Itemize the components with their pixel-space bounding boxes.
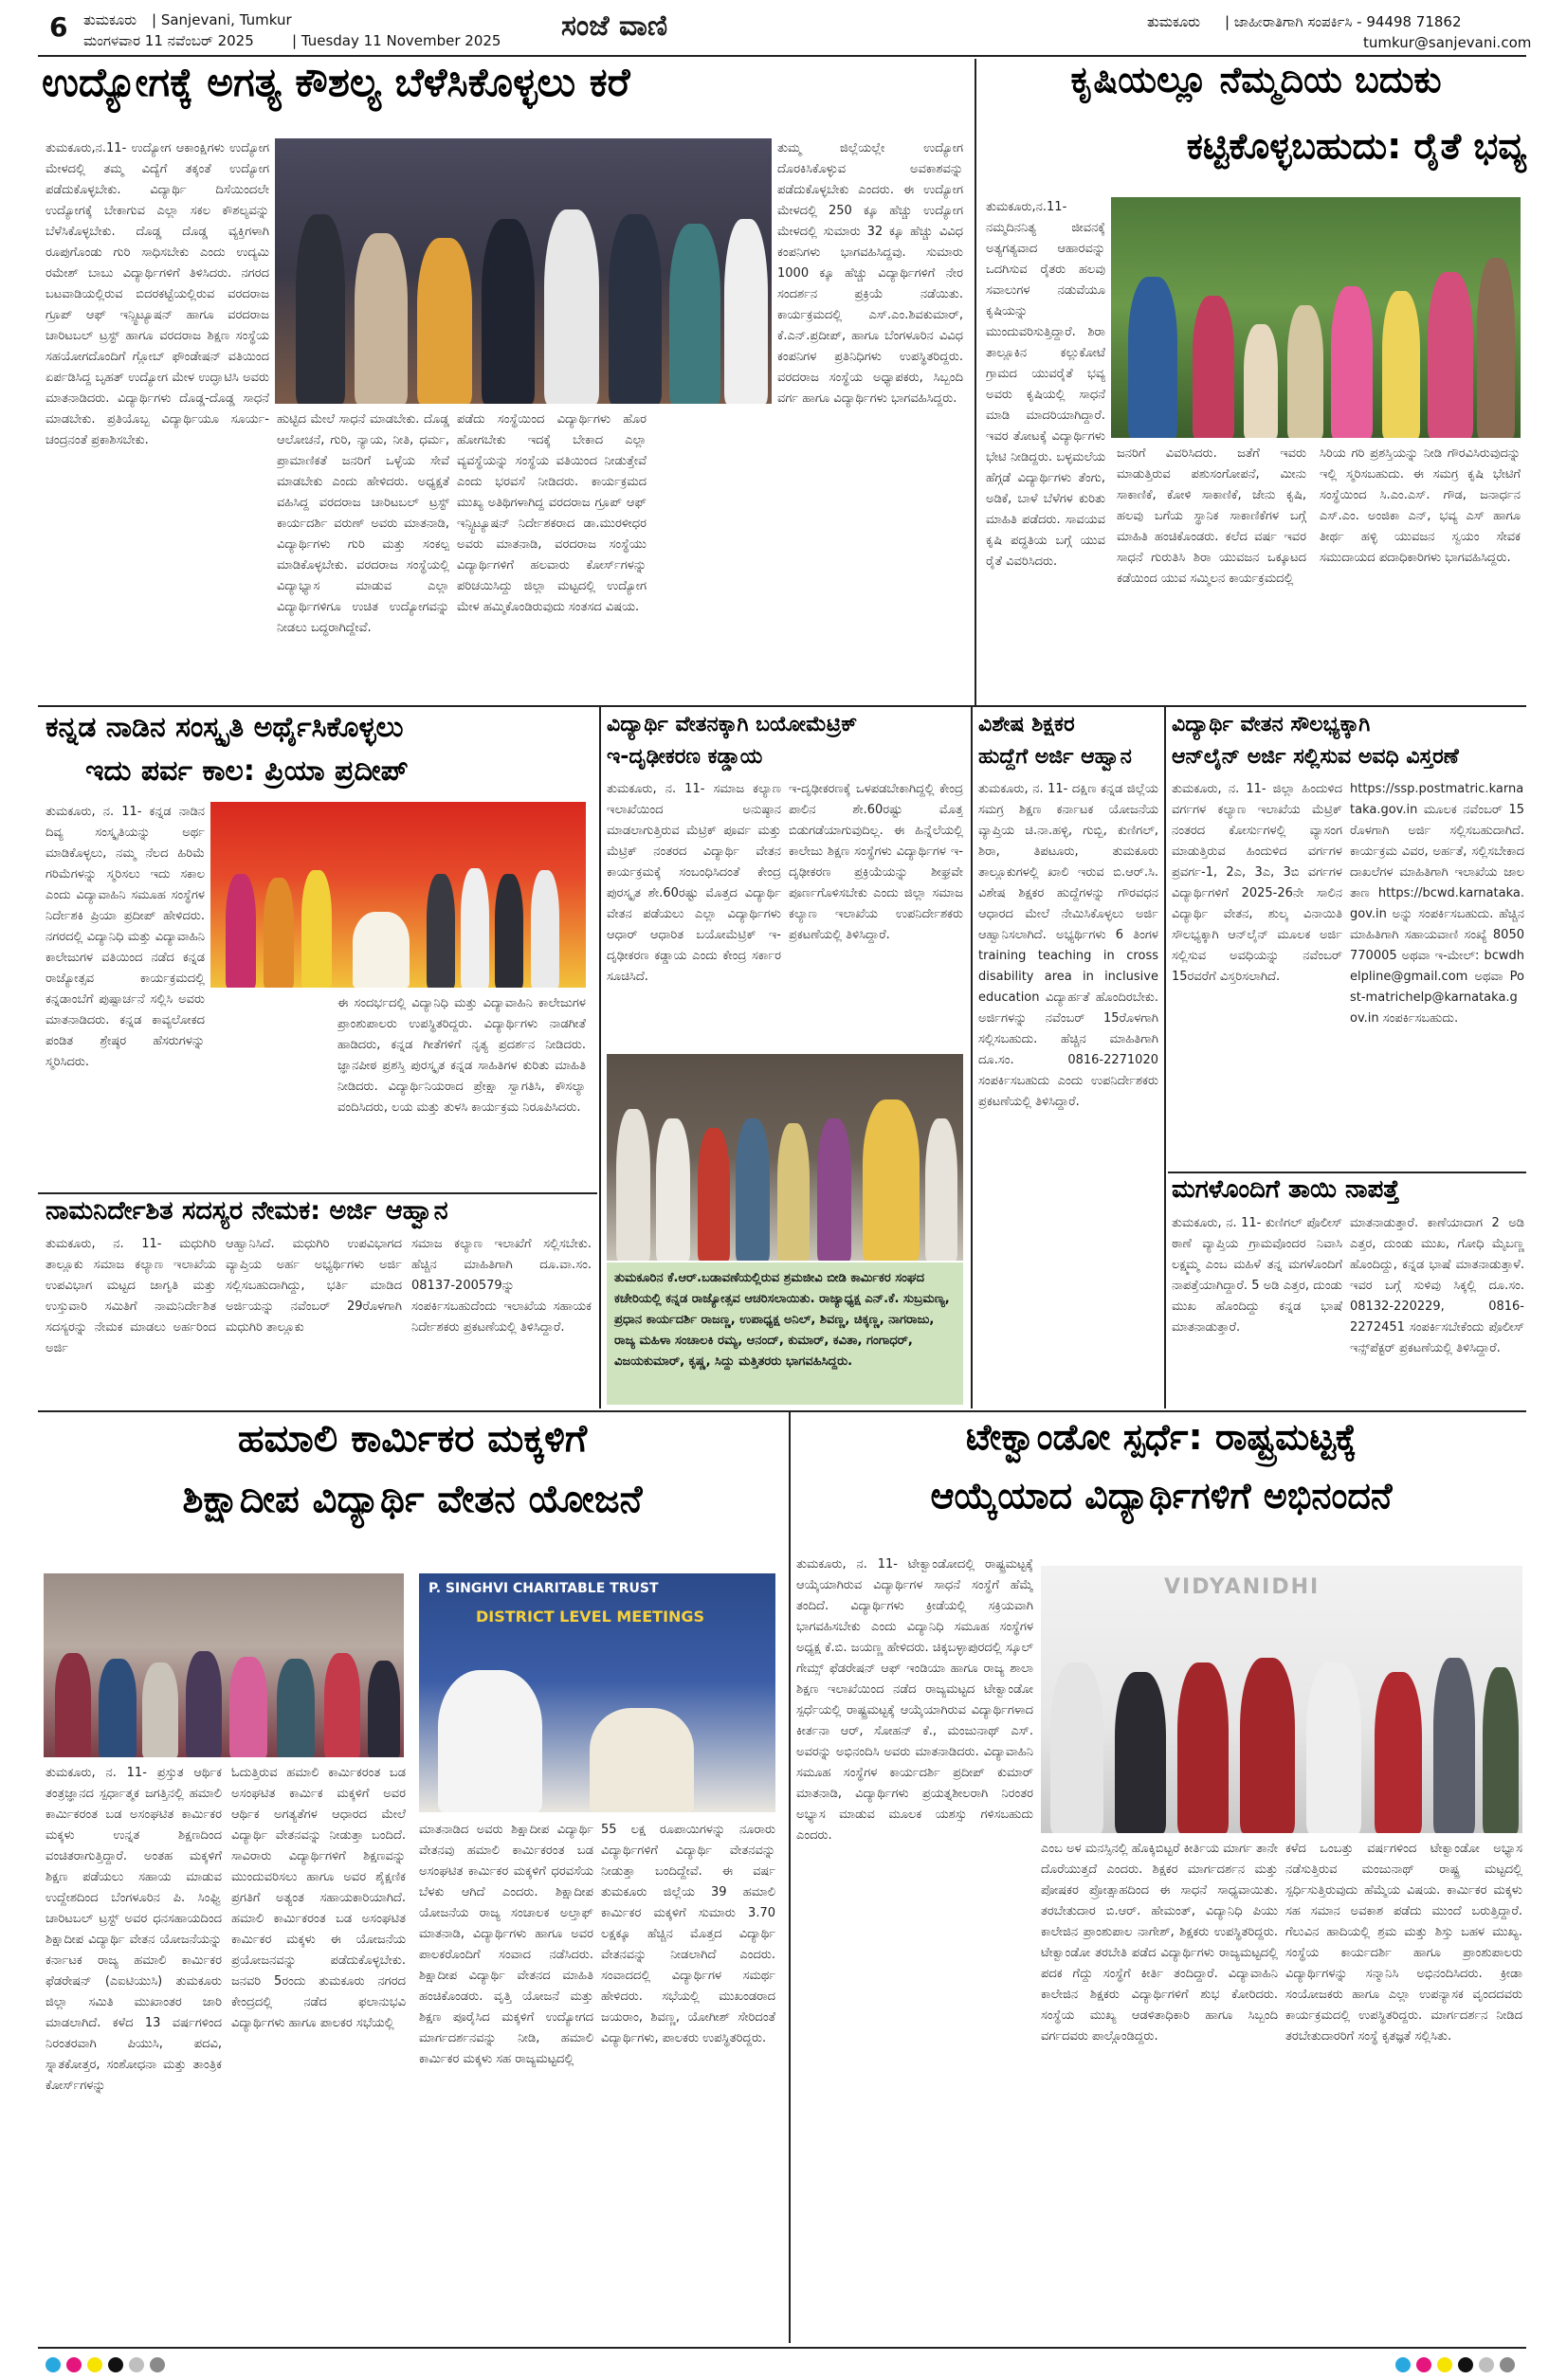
header-city: ತುಮಕೂರು xyxy=(83,11,137,28)
taekwondo-col-3: ಕಳೆದ ಒಂಬತ್ತು ವರ್ಷಗಳಿಂದ ಟೇಕ್ವಾಂಡೋ ಅಭ್ಯಾಸ ನಡೆಸುತ್ತಿರುವ ಮಂಜುನಾಥ್ ರಾಷ್ಟ್ರ ಮಟ್ಟದಲ್ಲಿ ಸ್ಪರ್ಧಿಸುತ್ತಿರುವುದು ಹೆಮ್ಮೆಯ ವಿಷಯ. ಕಾರ್ಮಿಕರ ಮಕ್ಕಳು ಸಹ ಸಮಾನ ಅವಕಾಶ ಪಡೆದು ಮುಂದೆ ಬರುತ್ತಿದ್ದಾರೆ. ಗೆಲುವಿನ ಹಾದಿಯಲ್ಲಿ ಶ್ರಮ ಮತ್ತು ಶಿಸ್ತು ಬಹಳ ಮುಖ್ಯ. ಸಂಸ್ಥೆಯ ಕಾರ್ಯದರ್ಶಿ ಹಾಗೂ ಪ್ರಾಂಶುಪಾಲರು ವಿದ್ಯಾರ್ಥಿಗಳನ್ನು ಸನ್ಮಾನಿಸಿ ಅಭಿನಂದಿಸಿದರು. ಕ್ರೀಡಾ ಸಂಯೋಜಕರು ಹಾಗೂ ಎಲ್ಲಾ ಉಪನ್ಯಾಸಕ ವೃಂದದವರು ಕಾರ್ಯಕ್ರಮದಲ್ಲಿ ಉಪಸ್ಥಿತರಿದ್ದರು. ಮಾರ್ಗದರ್ಶನ ನೀಡಿದ ತರಬೇತುದಾರರಿಗೆ ಸಂಸ್ಥೆ ಕೃತಜ್ಞತೆ ಸಲ್ಲಿಸಿತು. xyxy=(1285,1842,1522,2044)
missing-col-1: ತುಮಕೂರು, ನ. 11- ಕುಣಿಗಲ್ ಪೊಲೀಸ್ ಠಾಣೆ ವ್ಯಾಪ್ತಿಯ ಗ್ರಾಮವೊಂದರ ನಿವಾಸಿ ಲಕ್ಷ್ಮಮ್ಮ ಎಂಬ ಮಹಿಳೆ ತನ್ನ ಮಗಳೊಂದಿಗೆ ನಾಪತ್ತೆಯಾಗಿದ್ದಾರೆ. 5 ಅಡಿ ಎತ್ತರ, ದುಂಡು ಮುಖ ಹೊಂದಿದ್ದು ಕನ್ನಡ ಭಾಷೆ ಮಾತನಾಡುತ್ತಾರೆ. xyxy=(1172,1216,1342,1335)
registration-dot xyxy=(1500,2357,1515,2372)
hamali-col-4: 55 ಲಕ್ಷ ರೂಪಾಯಿಗಳನ್ನು ನೂರಾರು ವಿದ್ಯಾರ್ಥಿಗಳಿಗೆ ವಿದ್ಯಾರ್ಥಿ ವೇತನವನ್ನು ನೀಡುತ್ತಾ ಬಂದಿದ್ದೇವೆ. ಈ ವರ್ಷ ತುಮಕೂರು ಜಿಲ್ಲೆಯ 39 ಹಮಾಲಿ ಕಾರ್ಮಿಕರ ಮಕ್ಕಳಿಗೆ ಸುಮಾರು 3.70 ಲಕ್ಷಕ್ಕೂ ಹೆಚ್ಚಿನ ಮೊತ್ತದ ವಿದ್ಯಾರ್ಥಿ ವೇತನವನ್ನು ನೀಡಲಾಗಿದೆ ಎಂದರು. ಸಂವಾದದಲ್ಲಿ ವಿದ್ಯಾರ್ಥಿಗಳ ಸಮರ್ಥ ಹೇಳಿದರು. ಸಭೆಯಲ್ಲಿ ಮುಖಂಡರಾದ ಜಯರಾಂ, ಶಿವಣ್ಣ, ಯೋಗೀಶ್ ಸೇರಿದಂತೆ ವಿದ್ಯಾರ್ಥಿಗಳು, ಪಾಲಕರು ಉಪಸ್ಥಿತರಿದ್ದರು. xyxy=(601,1823,775,2045)
headline-agri-1: ಕೃಷಿಯಲ್ಲೂ ನೆಮ್ಮದಿಯ ಬದುಕು xyxy=(1070,59,1442,100)
registration-dot xyxy=(1395,2357,1411,2372)
divider-h-2 xyxy=(38,1192,597,1194)
skills-col-3: ಪಡೆದು ಸಂಸ್ಥೆಯಿಂದ ವಿದ್ಯಾರ್ಥಿಗಳು ಹೊರ ಹೋಗಬೇಕು ಇದಕ್ಕೆ ಬೇಕಾದ ಎಲ್ಲಾ ವ್ಯವಸ್ಥೆಯನ್ನು ಸಂಸ್ಥೆಯ ವತಿಯಿಂದ ನೀಡುತ್ತೇವೆ ಎಂದು ಭರವಸೆ ನೀಡಿದರು. ಕಾರ್ಯಕ್ರಮದ ಮುಖ್ಯ ಅತಿಥಿಗಳಾಗಿದ್ದ ವರದರಾಜ ಗ್ರೂಪ್ ಆಫ್ ಇನ್ಸ್ಟಿಟ್ಯೂಷನ್ ನಿರ್ದೇಶಕರಾದ ಡಾ.ಮುರಳೀಧರ ಅವರು ಮಾತನಾಡಿ, ವರದರಾಜ ಸಂಸ್ಥೆಯು ವಿದ್ಯಾರ್ಥಿಗಳಿಗೆ ಹಲವಾರು ಕೋರ್ಸ್‌ಗಳನ್ನು ಪರಿಚಯಿಸಿದ್ದು ಜಿಲ್ಲಾ ಮಟ್ಟದಲ್ಲಿ ಉದ್ಯೋಗ ಮೇಳ ಹಮ್ಮಿಕೊಂಡಿರುವುದು ಸಂತಸದ ವಿಷಯ. xyxy=(457,412,647,614)
headline-missing: ಮಗಳೊಂದಿಗೆ ತಾಯಿ ನಾಪತ್ತೆ xyxy=(1172,1175,1400,1204)
header-right-city: ತುಮಕೂರು xyxy=(1147,13,1201,30)
photo-students-meeting xyxy=(44,1573,404,1757)
photo-taekwondo-felicitation xyxy=(1041,1566,1522,1833)
registration-dot xyxy=(87,2357,102,2372)
agri-col-1: ತುಮಕೂರು,ನ.11-ನಮ್ಮದಿನನಿತ್ಯ ಜೀವನಕ್ಕೆ ಅತ್ಯಗತ್ಯವಾದ ಆಹಾರವನ್ನು ಒದಗಿಸುವ ರೈತರು ಹಲವು ಸವಾಲುಗಳ ನಡುವೆಯೂ ಕೃಷಿಯನ್ನು ಮುಂದುವರಿಸುತ್ತಿದ್ದಾರೆ. ಶಿರಾ ತಾಲ್ಲೂಕಿನ ಕಲ್ಲುಕೋಟೆ ಗ್ರಾಮದ ಯುವರೈತೆ ಭವ್ಯ ಅವರು ಕೃಷಿಯಲ್ಲಿ ಸಾಧನೆ ಮಾಡಿ ಮಾದರಿಯಾಗಿದ್ದಾರೆ. ಇವರ ತೋಟಕ್ಕೆ ವಿದ್ಯಾರ್ಥಿಗಳು ಭೇಟಿ ನೀಡಿದ್ದರು. ಬಳ್ಳಮಲೆಯ ಹೆಗ್ಗಡೆ ವಿದ್ಯಾರ್ಥಿಗಳು ತೆಂಗು, ಅಡಿಕೆ, ಬಾಳೆ ಬೆಳೆಗಳ ಕುರಿತು ಮಾಹಿತಿ ಪಡೆದರು. ಸಾವಯವ ಕೃಷಿ ಪದ್ಧತಿಯ ಬಗ್ಗೆ ಯುವ ರೈತೆ ವಿವರಿಸಿದರು. xyxy=(986,200,1105,569)
biometric-col-2: ಇ-ದೃಢೀಕರಣಕ್ಕೆ ಒಳಪಡಬೇಕಾಗಿದ್ದಲ್ಲಿ ಕೇಂದ್ರ ಪಾಲಿನ ಶೇ.60ರಷ್ಟು ಮೊತ್ತ ಬಿಡುಗಡೆಯಾಗುವುದಿಲ್ಲ. ಈ ಹಿನ್ನೆಲೆಯಲ್ಲಿ ಕಾಲೇಜು ಶಿಕ್ಷಣ ಸಂಸ್ಥೆಗಳು ವಿದ್ಯಾರ್ಥಿಗಳ ಇ-ದೃಢೀಕರಣ ಪ್ರಕ್ರಿಯೆಯನ್ನು ಶೀಘ್ರವೇ ಪೂರ್ಣಗೊಳಿಸಬೇಕು ಎಂದು ಜಿಲ್ಲಾ ಸಮಾಜ ಕಲ್ಯಾಣ ಇಲಾಖೆಯ ಉಪನಿರ್ದೇಶಕರು ಪ್ರಕಟಣೆಯಲ್ಲಿ ತಿಳಿಸಿದ್ದಾರೆ. xyxy=(789,782,963,942)
scholarship-col-2: https://ssp.postmatric.karnataka.gov.in ಮೂಲಕ ನವೆಂಬರ್ 15ರೊಳಗಾಗಿ ಅರ್ಜಿ ಸಲ್ಲಿಸಬಹುದಾಗಿದೆ. ಕಾರ್ಯಕ್ರಮ ವಿವರ, ಅರ್ಹತೆ, ಸಲ್ಲಿಸಬೇಕಾದ ದಾಖಲೆಗಳ ಮಾಹಿತಿಗಾಗಿ ಇಲಾಖೆಯ ಜಾಲತಾಣ https://bcwd.karnataka.gov.in ಅನ್ನು ಸಂಪರ್ಕಿಸಬಹುದು. ಹೆಚ್ಚಿನ ಮಾಹಿತಿಗಾಗಿ ಸಹಾಯವಾಣಿ ಸಂಖ್ಯೆ 8050770005 ಅಥವಾ ಇ-ಮೇಲ್: bcwdhelpline@gmail.com ಅಥವಾ Post-matrichelp@karnataka.gov.in ಸಂಪರ್ಕಿಸಬಹುದು. xyxy=(1350,782,1524,1026)
masthead-logo: ಸಂಜೆ ವಾಣಿ xyxy=(561,9,668,43)
registration-dot xyxy=(108,2357,123,2372)
registration-marks-left xyxy=(46,2356,188,2373)
divider-v-2 xyxy=(599,707,601,1408)
skills-col-4: ತುಮ್ಮ ಜಿಲ್ಲೆಯಲ್ಲೇ ಉದ್ಯೋಗ ದೊರಕಿಸಿಕೊಳ್ಳುವ ಅವಕಾಶವನ್ನು ಪಡೆದುಕೊಳ್ಳಬೇಕು ಎಂದರು. ಈ ಉದ್ಯೋಗ ಮೇಳದಲ್ಲಿ 250 ಕ್ಕೂ ಹೆಚ್ಚು ಉದ್ಯೋಗ ಮೇಳದಲ್ಲಿ ಸುಮಾರು 32 ಕ್ಕೂ ಹೆಚ್ಚು ವಿವಿಧ ಕಂಪನಿಗಳು ಭಾಗವಹಿಸಿದ್ದವು. ಸುಮಾರು 1000 ಕ್ಕೂ ಹೆಚ್ಚು ವಿದ್ಯಾರ್ಥಿಗಳಿಗೆ ನೇರ ಸಂದರ್ಶನ ಪ್ರಕ್ರಿಯೆ ನಡೆಯಿತು. ಕಾರ್ಯಕ್ರಮದಲ್ಲಿ ಎಸ್.ಎಂ.ಶಿವಕುಮಾರ್, ಕೆ.ಎನ್.ಪ್ರದೀಪ್, ಹಾಗೂ ಬೆಂಗಳೂರಿನ ವಿವಿಧ ಕಂಪನಿಗಳ ಪ್ರತಿನಿಧಿಗಳು ಉಪಸ್ಥಿತರಿದ್ದರು. ವರದರಾಜ ಸಂಸ್ಥೆಯ ಅಧ್ಯಾಪಕರು, ಸಿಬ್ಬಂದಿ ವರ್ಗ ಹಾಗೂ ವಿದ್ಯಾರ್ಥಿಗಳು ಭಾಗವಹಿಸಿದ್ದರು. xyxy=(777,141,963,406)
skills-col-1: ತುಮಕೂರು,ನ.11- ಉದ್ಯೋಗ ಆಕಾಂಕ್ಷಿಗಳು ಉದ್ಯೋಗ ಮೇಳದಲ್ಲಿ ತಮ್ಮ ವಿದ್ಯೆಗೆ ತಕ್ಕಂತೆ ಉದ್ಯೋಗ ಪಡೆದುಕೊಳ್ಳಬೇಕು. ವಿದ್ಯಾರ್ಥಿ ದಿಸೆಯಿಂದಲೇ ಉದ್ಯೋಗಕ್ಕೆ ಬೇಕಾಗುವ ಎಲ್ಲಾ ಸಕಲ ಕೌಶಲ್ಯವನ್ನು ಬೆಳೆಸಿಕೊಳ್ಳಬೇಕು. ದೊಡ್ಡ ದೊಡ್ಡ ವ್ಯಕ್ತಿಗಳಾಗಿ ರೂಪುಗೊಂಡು ಗುರಿ ಸಾಧಿಸಬೇಕು ಎಂದು ಉದ್ಯಮಿ ರಮೇಶ್ ಬಾಬು ವಿದ್ಯಾರ್ಥಿಗಳಿಗೆ ತಿಳಿಸಿದರು. ನಗರದ ಬಟವಾಡಿಯಲ್ಲಿರುವ ಬಿದರಕಟ್ಟೆಯಲ್ಲಿರುವ ವರದರಾಜ ಗ್ರೂಪ್ ಆಫ್ ಇನ್ಸ್ಟಿಟ್ಯೂಷನ್ ಹಾಗೂ ವರದರಾಜ ಚಾರಿಟಬಲ್ ಟ್ರಸ್ಟ್ ಹಾಗೂ ವರದರಾಜ ಶಿಕ್ಷಣ ಸಂಸ್ಥೆಯ ಸಹಯೋಗದೊಂದಿಗೆ ಗ್ಲೋಬ್ ಫೌಂಡೇಷನ್ ವತಿಯಿಂದ ಏರ್ಪಡಿಸಿದ್ದ ಬೃಹತ್ ಉದ್ಯೋಗ ಮೇಳ ಉದ್ಘಾಟಿಸಿ ಅವರು ಮಾತನಾಡಿದರು. ವಿದ್ಯಾರ್ಥಿಗಳು ದೊಡ್ಡ-ದೊಡ್ಡ ಸಾಧನೆ ಮಾಡಬೇಕು. ಪ್ರತಿಯೊಬ್ಬ ವಿದ್ಯಾರ್ಥಿಯೂ ಸೂರ್ಯ-ಚಂದ್ರನಂತೆ ಪ್ರಕಾಶಿಸಬೇಕು. xyxy=(46,141,269,447)
headline-scholarship-1: ವಿದ್ಯಾರ್ಥಿ ವೇತನ ಸೌಲಭ್ಯಕ್ಕಾಗಿ xyxy=(1172,713,1371,736)
taekwondo-col-2: ಎಂಬ ಅಳ ಮನಸ್ಸಿನಲ್ಲಿ ಹೊಕ್ಕಿಬಿಟ್ಟರೆ ಕೀರ್ತಿಯ ಮಾರ್ಗ ತಾನೇ ದೊರೆಯುತ್ತದೆ ಎಂದರು. ಶಿಕ್ಷಕರ ಮಾರ್ಗದರ್ಶನ ಮತ್ತು ಪೋಷಕರ ಪ್ರೋತ್ಸಾಹದಿಂದ ಈ ಸಾಧನೆ ಸಾಧ್ಯವಾಯಿತು. ತರಬೇತುದಾರ ಬಿ.ಆರ್. ಹೇಮಂತ್, ವಿದ್ಯಾನಿಧಿ ಪಿಯು ಕಾಲೇಜಿನ ಪ್ರಾಂಶುಪಾಲ ನಾಗೇಶ್, ಶಿಕ್ಷಕರು ಉಪಸ್ಥಿತರಿದ್ದರು. ಟೇಕ್ವಾಂಡೋ ತರಬೇತಿ ಪಡೆದ ವಿದ್ಯಾರ್ಥಿಗಳು ರಾಜ್ಯಮಟ್ಟದಲ್ಲಿ ಪದಕ ಗೆದ್ದು ಸಂಸ್ಥೆಗೆ ಕೀರ್ತಿ ತಂದಿದ್ದಾರೆ. ವಿದ್ಯಾವಾಹಿನಿ ಕಾಲೇಜಿನ ಶಿಕ್ಷಕರು ವಿದ್ಯಾರ್ಥಿಗಳಿಗೆ ಶುಭ ಕೋರಿದರು. ಸಂಸ್ಥೆಯ ಮುಖ್ಯ ಆಡಳಿತಾಧಿಕಾರಿ ಹಾಗೂ ಸಿಬ್ಬಂದಿ ವರ್ಗದವರು ಪಾಲ್ಗೊಂಡಿದ್ದರು. xyxy=(1041,1842,1278,2044)
headline-teacher-1: ವಿಶೇಷ ಶಿಕ್ಷಕರ xyxy=(978,713,1075,736)
registration-dot xyxy=(150,2357,165,2372)
headline-teacher-2: ಹುದ್ದೆಗೆ ಅರ್ಜಿ ಆಹ್ವಾನ xyxy=(978,745,1132,769)
headline-biometric-2: ಇ-ದೃಢೀಕರಣ ಕಡ್ಡಾಯ xyxy=(607,745,763,769)
headline-hamali-2: ಶಿಕ್ಷಾದೀಪ ವಿದ್ಯಾರ್ಥಿ ವೇತನ ಯೋಜನೆ xyxy=(182,1478,643,1521)
hamali-col-3: ಮಾತನಾಡಿದ ಅವರು ಶಿಕ್ಷಾದೀಪ ವಿದ್ಯಾರ್ಥಿ ವೇತನವು ಹಮಾಲಿ ಕಾರ್ಮಿಕರಂತ ಬಡ ಅಸಂಘಟಿತ ಕಾರ್ಮಿಕರ ಮಕ್ಕಳಿಗೆ ಧರವಸೆಯ ಬೆಳಕು ಆಗಿದೆ ಎಂದರು. ಶಿಕ್ಷಾದೀಪ ಯೋಜನೆಯ ರಾಜ್ಯ ಸಂಚಾಲಕ ಅಲ್ತಾಫ್ ಮಾತನಾಡಿ, ವಿದ್ಯಾರ್ಥಿಗಳು ಹಾಗೂ ಅವರ ಪಾಲಕರೊಂದಿಗೆ ಸಂವಾದ ನಡೆಸಿದರು. ಶಿಕ್ಷಾದೀಪ ವಿದ್ಯಾರ್ಥಿ ವೇತನದ ಮಾಹಿತಿ ಹಂಚಿಕೊಂಡರು. ವೃತ್ತಿ ಯೋಜನೆ ಮತ್ತು ಶಿಕ್ಷಣ ಪೂರೈಸಿದ ಮಕ್ಕಳಿಗೆ ಉದ್ಯೋಗದ ಮಾರ್ಗದರ್ಶನವನ್ನು ನೀಡಿ, ಹಮಾಲಿ ಕಾರ್ಮಿಕರ ಮಕ್ಕಳು ಸಹ ರಾಜ್ಯಮಟ್ಟದಲ್ಲಿ xyxy=(419,1823,593,2066)
headline-taekwondo-2: ಆಯ್ಕೆಯಾದ ವಿದ್ಯಾರ್ಥಿಗಳಿಗೆ ಅಭಿನಂದನೆ xyxy=(930,1475,1393,1517)
divider-v-3 xyxy=(971,707,973,1408)
vidyanidhi-banner: VIDYANIDHI xyxy=(1164,1575,1321,1599)
divider-v-5 xyxy=(789,1412,791,2343)
photo-bidi-workers xyxy=(607,1054,963,1261)
registration-dot xyxy=(1416,2357,1431,2372)
header-rule xyxy=(38,55,1526,57)
culture-col-1: ತುಮಕೂರು, ನ. 11- ಕನ್ನಡ ನಾಡಿನ ದಿವ್ಯ ಸಂಸ್ಕೃತಿಯನ್ನು ಅರ್ಥ ಮಾಡಿಕೊಳ್ಳಲು, ನಮ್ಮ ನೆಲದ ಹಿರಿಮೆ ಗರಿಮೆಗಳನ್ನು ಸ್ಮರಿಸಲು ಇದು ಸಕಾಲ ಎಂದು ವಿದ್ಯಾವಾಹಿನಿ ಸಮೂಹ ಸಂಸ್ಥೆಗಳ ನಿರ್ದೇಶಕಿ ಪ್ರಿಯಾ ಪ್ರದೀಪ್ ಹೇಳಿದರು. ನಗರದಲ್ಲಿ ವಿದ್ಯಾನಿಧಿ ಮತ್ತು ವಿದ್ಯಾವಾಹಿನಿ ಕಾಲೇಜುಗಳ ವತಿಯಿಂದ ನಡೆದ ಕನ್ನಡ ರಾಜ್ಯೋತ್ಸವ ಕಾರ್ಯಕ್ರಮದಲ್ಲಿ ಕನ್ನಡಾಂಬೆಗೆ ಪುಷ್ಪಾರ್ಚನೆ ಸಲ್ಲಿಸಿ ಅವರು ಮಾತನಾಡಿದರು. ಕನ್ನಡ ಕಾವ್ಯಲೋಕದ ಪಂಡಿತ ಶ್ರೇಷ್ಠರ ಹೆಸರುಗಳನ್ನು ಸ್ಮರಿಸಿದರು. xyxy=(46,805,205,1069)
hamali-col-1: ತುಮಕೂರು, ನ. 11- ಪ್ರಸ್ತುತ ಆರ್ಥಿಕ ತಂತ್ರಜ್ಞಾನದ ಸ್ಪರ್ಧಾತ್ಮಕ ಜಗತ್ತಿನಲ್ಲಿ ಹಮಾಲಿ ಕಾರ್ಮಿಕರಂತ ಬಡ ಅಸಂಘಟಿತ ಕಾರ್ಮಿಕರ ಮಕ್ಕಳು ಉನ್ನತ ಶಿಕ್ಷಣದಿಂದ ವಂಚಿತರಾಗುತ್ತಿದ್ದಾರೆ. ಅಂತಹ ಮಕ್ಕಳಿಗೆ ಶಿಕ್ಷಣ ಪಡೆಯಲು ಸಹಾಯ ಮಾಡುವ ಉದ್ದೇಶದಿಂದ ಬೆಂಗಳೂರಿನ ಪಿ. ಸಿಂಘ್ವಿ ಚಾರಿಟಬಲ್ ಟ್ರಸ್ಟ್ ಅವರ ಧನಸಹಾಯದಿಂದ ಶಿಕ್ಷಾದೀಪ ವಿದ್ಯಾರ್ಥಿ ವೇತನ ಯೋಜನೆಯನ್ನು ಕರ್ನಾಟಕ ರಾಜ್ಯ ಹಮಾಲಿ ಕಾರ್ಮಿಕರ ಫೆಡರೇಷನ್ (ಎಐಟಿಯುಸಿ) ತುಮಕೂರು ಜಿಲ್ಲಾ ಸಮಿತಿ ಮುಖಾಂತರ ಜಾರಿ ಮಾಡಲಾಗಿದೆ. ಕಳೆದ 13 ವರ್ಷಗಳಿಂದ ನಿರಂತರವಾಗಿ ಪಿಯುಸಿ, ಪದವಿ, ಸ್ನಾತಕೋತ್ತರ, ಸಂಶೋಧನಾ ಮತ್ತು ತಾಂತ್ರಿಕ ಕೋರ್ಸ್‌ಗಳನ್ನು xyxy=(46,1766,222,2093)
headline-nominated: ನಾಮನಿರ್ದೇಶಿತ ಸದಸ್ಯರ ನೇಮಕ: ಅರ್ಜಿ ಆಹ್ವಾನ xyxy=(46,1196,448,1226)
photo-farm-visit xyxy=(1111,197,1521,438)
trust-banner: P. SINGHVI CHARITABLE TRUST xyxy=(428,1581,659,1596)
headline-culture-2: ಇದು ಪರ್ವ ಕಾಲ: ಪ್ರಿಯಾ ಪ್ರದೀಪ್ xyxy=(85,754,409,788)
registration-dot xyxy=(1437,2357,1452,2372)
divider-h-4 xyxy=(38,1410,1526,1412)
registration-marks-right xyxy=(1395,2356,1538,2373)
culture-col-2: ಈ ಸಂದರ್ಭದಲ್ಲಿ ವಿದ್ಯಾನಿಧಿ ಮತ್ತು ವಿದ್ಯಾವಾಹಿನಿ ಕಾಲೇಜುಗಳ ಪ್ರಾಂಶುಪಾಲರು ಉಪಸ್ಥಿತರಿದ್ದರು. ವಿದ್ಯಾರ್ಥಿಗಳು ನಾಡಗೀತೆ ಹಾಡಿದರು, ಕನ್ನಡ ಗೀತೆಗಳಿಗೆ ನೃತ್ಯ ಪ್ರದರ್ಶನ ನೀಡಿದರು. ಜ್ಞಾನಪೀಠ ಪ್ರಶಸ್ತಿ ಪುರಸ್ಕೃತ ಕನ್ನಡ ಸಾಹಿತಿಗಳ ಕುರಿತು ಮಾಹಿತಿ ನೀಡಿದರು. ವಿದ್ಯಾರ್ಥಿನಿಯರಾದ ಪ್ರೇಕ್ಷಾ ಸ್ವಾಗತಿಸಿ, ಕೌಸಲ್ಯಾ ವಂದಿಸಿದರು, ಲಯ ಮತ್ತು ತುಳಸಿ ಕಾರ್ಯಕ್ರಮ ನಿರೂಪಿಸಿದರು. xyxy=(337,996,586,1115)
missing-col-2: ಮಾತನಾಡುತ್ತಾರೆ. ಕಾಣೆಯಾದಾಗ 2 ಅಡಿ ಎತ್ತರ, ದುಂಡು ಮುಖ, ಗೋಧಿ ಮೈಬಣ್ಣ ಹೊಂದಿದ್ದು, ಕನ್ನಡ ಭಾಷೆ ಮಾತನಾಡುತ್ತಾಳೆ. ಇವರ ಬಗ್ಗೆ ಸುಳಿವು ಸಿಕ್ಕಲ್ಲಿ ದೂ.ಸಂ. 08132-220229, 0816-2272451 ಸಂಪರ್ಕಿಸಬೇಕೆಂದು ಪೊಲೀಸ್ ಇನ್ಸ್‌ಪೆಕ್ಟರ್ ಪ್ರಕಟಣೆಯಲ್ಲಿ ತಿಳಿಸಿದ್ದಾರೆ. xyxy=(1350,1216,1524,1355)
taekwondo-col-1: ತುಮಕೂರು, ನ. 11- ಟೇಕ್ವಾಂಡೋದಲ್ಲಿ ರಾಷ್ಟ್ರಮಟ್ಟಕ್ಕೆ ಆಯ್ಕೆಯಾಗಿರುವ ವಿದ್ಯಾರ್ಥಿಗಳ ಸಾಧನೆ ಸಂಸ್ಥೆಗೆ ಹೆಮ್ಮೆ ತಂದಿದೆ. ವಿದ್ಯಾರ್ಥಿಗಳು ಕ್ರೀಡೆಯಲ್ಲಿ ಸಕ್ರಿಯವಾಗಿ ಭಾಗವಹಿಸಬೇಕು ಎಂದು ವಿದ್ಯಾನಿಧಿ ಸಮೂಹ ಸಂಸ್ಥೆಗಳ ಅಧ್ಯಕ್ಷ ಕೆ.ಬಿ. ಜಯಣ್ಣ ಹೇಳಿದರು. ಚಿಕ್ಕಬಳ್ಳಾಪುರದಲ್ಲಿ ಸ್ಕೂಲ್ ಗೇಮ್ಸ್ ಫೆಡರೇಷನ್ ಆಫ್ ಇಂಡಿಯಾ ಹಾಗೂ ರಾಜ್ಯ ಶಾಲಾ ಶಿಕ್ಷಣ ಇಲಾಖೆಯಿಂದ ನಡೆದ ರಾಜ್ಯಮಟ್ಟದ ಟೇಕ್ವಾಂಡೋ ಸ್ಪರ್ಧೆಯಲ್ಲಿ ರಾಷ್ಟ್ರಮಟ್ಟಕ್ಕೆ ಆಯ್ಕೆಯಾಗಿರುವ ವಿದ್ಯಾರ್ಥಿಗಳಾದ ಕೀರ್ತನಾ ಆರ್, ಸೋಹನ್ ಕೆ., ಮಂಜುನಾಥ್ ಎಸ್. ಅವರನ್ನು ಅಭಿನಂದಿಸಿ ಅವರು ಮಾತನಾಡಿದರು. ವಿದ್ಯಾವಾಹಿನಿ ಸಮೂಹ ಸಂಸ್ಥೆಗಳ ಕಾರ್ಯದರ್ಶಿ ಪ್ರದೀಪ್ ಕುಮಾರ್ ಮಾತನಾಡಿ, ವಿದ್ಯಾರ್ಥಿಗಳು ಪ್ರಯತ್ನಶೀಲರಾಗಿ ನಿರಂತರ ಅಭ್ಯಾಸ ಮಾಡುವ ಮೂಲಕ ಯಶಸ್ಸು ಗಳಿಸಬಹುದು ಎಂದರು. xyxy=(796,1557,1033,1843)
hamali-col-2: ಓದುತ್ತಿರುವ ಹಮಾಲಿ ಕಾರ್ಮಿಕರಂತ ಬಡ ಅಸಂಘಟಿತ ಕಾರ್ಮಿಕ ಮಕ್ಕಳಿಗೆ ಅವರ ಆರ್ಥಿಕ ಅಗತ್ಯತೆಗಳ ಆಧಾರದ ಮೇಲೆ ವಿದ್ಯಾರ್ಥಿ ವೇತನವನ್ನು ನೀಡುತ್ತಾ ಬಂದಿದೆ. ಸಾವಿರಾರು ವಿದ್ಯಾರ್ಥಿಗಳಿಗೆ ಶಿಕ್ಷಣವನ್ನು ಮುಂದುವರಿಸಲು ಹಾಗೂ ಅವರ ಶೈಕ್ಷಣಿಕ ಪ್ರಗತಿಗೆ ಅತ್ಯಂತ ಸಹಾಯಕಾರಿಯಾಗಿದೆ. ಹಮಾಲಿ ಕಾರ್ಮಿಕರಂತ ಬಡ ಅಸಂಘಟಿತ ಕಾರ್ಮಿಕರ ಮಕ್ಕಳು ಈ ಯೋಜನೆಯ ಪ್ರಯೋಜನವನ್ನು ಪಡೆದುಕೊಳ್ಳಬೇಕು. ಜನವರಿ 5ರಂದು ತುಮಕೂರು ನಗರದ ಕೇಂದ್ರದಲ್ಲಿ ನಡೆದ ಫಲಾನುಭವಿ ವಿದ್ಯಾರ್ಥಿಗಳು ಹಾಗೂ ಪಾಲಕರ ಸಭೆಯಲ್ಲಿ xyxy=(231,1766,406,2030)
divider-h-3 xyxy=(1168,1172,1526,1173)
headline-agri-2: ಕಟ್ಟಿಕೊಳ್ಳಬಹುದು: ರೈತೆ ಭವ್ಯ xyxy=(1186,125,1526,167)
headline-scholarship-2: ಆನ್‌ಲೈನ್ ಅರ್ಜಿ ಸಲ್ಲಿಸುವ ಅವಧಿ ವಿಸ್ತರಣೆ xyxy=(1172,745,1459,769)
nominated-col-1: ತುಮಕೂರು, ನ. 11- ಮಧುಗಿರಿ ತಾಲ್ಲೂಕು ಸಮಾಜ ಕಲ್ಯಾಣ ಇಲಾಖೆಯ ಉಪವಿಭಾಗ ಮಟ್ಟದ ಜಾಗೃತಿ ಮತ್ತು ಉಸ್ತುವಾರಿ ಸಮಿತಿಗೆ ನಾಮನಿರ್ದೇಶಿತ ಸದಸ್ಯರನ್ನು ನೇಮಕ ಮಾಡಲು ಅರ್ಹರಿಂದ ಅರ್ಜಿ xyxy=(46,1237,216,1355)
teacher-body: ತುಮಕೂರು, ನ. 11- ದಕ್ಷಿಣ ಕನ್ನಡ ಜಿಲ್ಲೆಯ ಸಮಗ್ರ ಶಿಕ್ಷಣ ಕರ್ನಾಟಕ ಯೋಜನೆಯ ವ್ಯಾಪ್ತಿಯ ಚಿ.ನಾ.ಹಳ್ಳಿ, ಗುಬ್ಬಿ, ಕುಣಿಗಲ್, ಶಿರಾ, ತಿಪಟೂರು, ತುಮಕೂರು ತಾಲ್ಲೂಕುಗಳಲ್ಲಿ ಖಾಲಿ ಇರುವ ಬಿ.ಆರ್.ಸಿ. ವಿಶೇಷ ಶಿಕ್ಷಕರ ಹುದ್ದೆಗಳನ್ನು ಗೌರವಧನ ಆಧಾರದ ಮೇಲೆ ನೇಮಿಸಿಕೊಳ್ಳಲು ಅರ್ಜಿ ಆಹ್ವಾನಿಸಲಾಗಿದೆ. ಅಭ್ಯರ್ಥಿಗಳು 6 ತಿಂಗಳ training teaching in cross disability area in inclusive education ವಿದ್ಯಾರ್ಹತೆ ಹೊಂದಿರಬೇಕು. ಅರ್ಜಿಗಳನ್ನು ನವೆಂಬರ್ 15ರೊಳಗಾಗಿ ಸಲ್ಲಿಸಬಹುದು. ಹೆಚ್ಚಿನ ಮಾಹಿತಿಗಾಗಿ ದೂ.ಸಂ. 0816-2271020 ಸಂಪರ್ಕಿಸಬಹುದು ಎಂದು ಉಪನಿರ್ದೇಶಕರು ಪ್ರಕಟಣೆಯಲ್ಲಿ ತಿಳಿಸಿದ್ದಾರೆ. xyxy=(978,782,1158,1109)
registration-dot xyxy=(129,2357,144,2372)
photo-trust-speaker xyxy=(419,1573,775,1812)
divider-v-4 xyxy=(1164,707,1166,1408)
scholarship-col-1: ತುಮಕೂರು, ನ. 11- ಜಿಲ್ಲಾ ಹಿಂದುಳಿದ ವರ್ಗಗಳ ಕಲ್ಯಾಣ ಇಲಾಖೆಯ ಮೆಟ್ರಿಕ್ ನಂತರದ ಕೋರ್ಸುಗಳಲ್ಲಿ ವ್ಯಾಸಂಗ ಮಾಡುತ್ತಿರುವ ಹಿಂದುಳಿದ ವರ್ಗಗಳ ಪ್ರವರ್ಗ-1, 2ಎ, 3ಎ, 3ಬಿ ವರ್ಗಗಳ ವಿದ್ಯಾರ್ಥಿಗಳಿಗೆ 2025-26ನೇ ಸಾಲಿನ ವಿದ್ಯಾರ್ಥಿ ವೇತನ, ಶುಲ್ಕ ವಿನಾಯಿತಿ ಸೌಲಭ್ಯಕ್ಕಾಗಿ ಆನ್‌ಲೈನ್ ಮೂಲಕ ಅರ್ಜಿ ಸಲ್ಲಿಸುವ ಅವಧಿಯನ್ನು ನವೆಂಬರ್ 15ರವರೆಗೆ ವಿಸ್ತರಿಸಲಾಗಿದೆ. xyxy=(1172,782,1342,984)
skills-col-2: ಹುಟ್ಟಿದ ಮೇಲೆ ಸಾಧನೆ ಮಾಡಬೇಕು. ದೊಡ್ಡ ಆಲೋಚನೆ, ಗುರಿ, ನ್ಯಾಯ, ನೀತಿ, ಧರ್ಮ, ಪ್ರಾಮಾಣಿಕತೆ ಜನರಿಗೆ ಒಳ್ಳೆಯ ಸೇವೆ ಮಾಡಬೇಕು ಎಂದು ಹೇಳಿದರು. ಅಧ್ಯಕ್ಷತೆ ವಹಿಸಿದ್ದ ವರದರಾಜ ಚಾರಿಟಬಲ್ ಟ್ರಸ್ಟ್ ಕಾರ್ಯದರ್ಶಿ ವರುಣ್ ಅವರು ಮಾತನಾಡಿ, ವಿದ್ಯಾರ್ಥಿಗಳು ಗುರಿ ಮತ್ತು ಸಂಕಲ್ಪ ಮಾಡಿಕೊಳ್ಳಬೇಕು. ವರದರಾಜ ಸಂಸ್ಥೆಯಲ್ಲಿ ವಿದ್ಯಾಭ್ಯಾಸ ಮಾಡುವ ಎಲ್ಲಾ ವಿದ್ಯಾರ್ಥಿಗಳಿಗೂ ಉಚಿತ ಉದ್ಯೋಗವನ್ನು ನೀಡಲು ಬದ್ಧರಾಗಿದ್ದೇವೆ. xyxy=(277,412,449,635)
meetings-banner: DISTRICT LEVEL MEETINGS xyxy=(476,1608,705,1626)
page-number: 6 xyxy=(49,11,68,43)
photo-job-fair xyxy=(275,138,772,404)
agri-col-3: ಸಿರಿಯ ಗರಿ ಪ್ರಶಸ್ತಿಯನ್ನು ನೀಡಿ ಗೌರವಿಸಿರುವುದನ್ನು ಇಲ್ಲಿ ಸ್ಮರಿಸಬಹುದು. ಈ ಸಮಗ್ರ ಕೃಷಿ ಭೇಟಿಗೆ ಸಂಸ್ಥೆಯಿಂದ ಸಿ.ಎಂ.ಎಸ್. ಗೌಡ, ಜನಾರ್ಧನ ಎಸ್.ಎಂ. ಅಂಜಿಕಾ ಎನ್, ಭವ್ಯ ಎಸ್ ಹಾಗೂ ತೀರ್ಥ ಹಳ್ಳಿ ಯುವಜನ ಸ್ವಯಂ ಸೇವಕ ಸಮುದಾಯದ ಪದಾಧಿಕಾರಿಗಳು ಭಾಗವಹಿಸಿದ್ದರು. xyxy=(1320,446,1521,565)
header-edition: | Sanjevani, Tumkur xyxy=(152,11,292,28)
headline-hamali-1: ಹಮಾಲಿ ಕಾರ್ಮಿಕರ ಮಕ್ಕಳಿಗೆ xyxy=(237,1417,588,1461)
caption-bidi-workers: ತುಮಕೂರಿನ ಕೆ.ಆರ್.ಬಡಾವಣೆಯಲ್ಲಿರುವ ಶ್ರಮಜೀವಿ ಬೀಡಿ ಕಾರ್ಮಿಕರ ಸಂಘದ ಕಚೇರಿಯಲ್ಲಿ ಕನ್ನಡ ರಾಜ್ಯೋತ್ಸವ ಆಚರಿಸಲಾಯಿತು. ರಾಜ್ಯಾಧ್ಯಕ್ಷ ಎನ್.ಕೆ. ಸುಬ್ರಮಣ್ಯ, ಪ್ರಧಾನ ಕಾರ್ಯದರ್ಶಿ ರಾಜಣ್ಣ, ಉಪಾಧ್ಯಕ್ಷ ಅನಿಲ್, ಶಿವಣ್ಣ, ಚಿಕ್ಕಣ್ಣ, ನಾಗರಾಜು, ರಾಜ್ಯ ಮಹಿಳಾ ಸಂಚಾಲಕಿ ರಮ್ಯ, ಆನಂದ್, ಕುಮಾರ್, ಕವಿತಾ, ಗಂಗಾಧರ್, ವಿಜಯಕುಮಾರ್, ಕೃಷ್ಣ, ಸಿದ್ದು ಮತ್ತಿತರರು ಭಾಗವಹಿಸಿದ್ದರು. xyxy=(607,1263,963,1405)
agri-col-2: ಜನರಿಗೆ ವಿವರಿಸಿದರು. ಜತೆಗೆ ಇವರು ಮಾಡುತ್ತಿರುವ ಪಶುಸಂಗೋಪನೆ, ಮೀನು ಸಾಕಾಣಿಕೆ, ಕೋಳಿ ಸಾಕಾಣಿಕೆ, ಜೇನು ಕೃಷಿ, ಹಲವು ಬಗೆಯ ಸ್ಥಾನಿಕ ಸಾಕಾಣಿಕೆಗಳ ಬಗ್ಗೆ ಮಾಹಿತಿ ಹಂಚಿಕೊಂಡರು. ಕಲೆದ ವರ್ಷ ಇವರ ಸಾಧನೆ ಗುರುತಿಸಿ ಶಿರಾ ಯುವಜನ ಒಕ್ಕೂಟದ ಕಡೆಯಿಂದ ಯುವ ಸಮ್ಮಿಲನ ಕಾರ್ಯಕ್ರಮದಲ್ಲಿ xyxy=(1117,446,1306,586)
photo-rajyotsava xyxy=(210,802,586,988)
headline-culture-1: ಕನ್ನಡ ನಾಡಿನ ಸಂಸ್ಕೃತಿ ಅರ್ಥೈಸಿಕೊಳ್ಳಲು xyxy=(46,711,404,744)
headline-taekwondo-1: ಟೇಕ್ವಾಂಡೋ ಸ್ಪರ್ಧೆ: ರಾಷ್ಟ್ರಮಟ್ಟಕ್ಕೆ xyxy=(965,1416,1357,1458)
biometric-col-1: ತುಮಕೂರು, ನ. 11- ಸಮಾಜ ಕಲ್ಯಾಣ ಇಲಾಖೆಯಿಂದ ಅನುಷ್ಠಾನ ಮಾಡಲಾಗುತ್ತಿರುವ ಮೆಟ್ರಿಕ್ ಪೂರ್ವ ಮತ್ತು ಮೆಟ್ರಿಕ್ ನಂತರದ ವಿದ್ಯಾರ್ಥಿ ವೇತನ ಕಾರ್ಯಕ್ರಮಕ್ಕೆ ಸಂಬಂಧಿಸಿದಂತೆ ಕೇಂದ್ರ ಪುರಸ್ಕೃತ ಶೇ.60ರಷ್ಟು ಮೊತ್ತದ ವಿದ್ಯಾರ್ಥಿ ವೇತನ ಪಡೆಯಲು ಎಲ್ಲಾ ವಿದ್ಯಾರ್ಥಿಗಳು ಆಧಾರ್ ಆಧಾರಿತ ಬಯೋಮೆಟ್ರಿಕ್ ಇ-ದೃಢೀಕರಣ ಕಡ್ಡಾಯ ಎಂದು ಕೇಂದ್ರ ಸರ್ಕಾರ ಸೂಚಿಸಿದೆ. xyxy=(607,782,781,984)
header-ad-contact: | ಜಾಹೀರಾತಿಗಾಗಿ ಸಂಪರ್ಕಿಸಿ - 94498 71862 xyxy=(1225,13,1462,30)
nominated-col-3: ಸಮಾಜ ಕಲ್ಯಾಣ ಇಲಾಖೆಗೆ ಸಲ್ಲಿಸಬೇಕು. ಹೆಚ್ಚಿನ ಮಾಹಿತಿಗಾಗಿ ದೂ.ವಾ.ಸಂ. 08137-200579ನ್ನು ಸಂಪರ್ಕಿಸಬಹುದೆಂದು ಇಲಾಖೆಯ ಸಹಾಯಕ ನಿರ್ದೇಶಕರು ಪ್ರಕಟಣೆಯಲ್ಲಿ ತಿಳಿಸಿದ್ದಾರೆ. xyxy=(411,1237,592,1335)
footer-rule xyxy=(38,2347,1526,2349)
registration-dot xyxy=(66,2357,82,2372)
divider-v-1 xyxy=(975,59,976,707)
registration-dot xyxy=(1458,2357,1473,2372)
headline-skills: ಉದ್ಯೋಗಕ್ಕೆ ಅಗತ್ಯ ಕೌಶಲ್ಯ ಬೆಳೆಸಿಕೊಳ್ಳಲು ಕರೆ xyxy=(42,59,630,105)
headline-biometric-1: ವಿದ್ಯಾರ್ಥಿ ವೇತನಕ್ಕಾಗಿ ಬಯೋಮೆಟ್ರಿಕ್ xyxy=(607,713,858,736)
header-date-en: | Tuesday 11 November 2025 xyxy=(292,32,501,49)
nominated-col-2: ಆಹ್ವಾನಿಸಿದೆ. ಮಧುಗಿರಿ ಉಪವಿಭಾಗದ ವ್ಯಾಪ್ತಿಯ ಅರ್ಹ ಅಭ್ಯರ್ಥಿಗಳು ಅರ್ಜಿ ಸಲ್ಲಿಸಬಹುದಾಗಿದ್ದು, ಭರ್ತಿ ಮಾಡಿದ ಅರ್ಜಿಯನ್ನು ನವೆಂಬರ್ 29ರೊಳಗಾಗಿ ಮಧುಗಿರಿ ತಾಲ್ಲೂಕು xyxy=(226,1237,402,1335)
registration-dot xyxy=(1479,2357,1494,2372)
header-date-kn: ಮಂಗಳವಾರ 11 ನವೆಂಬರ್ 2025 xyxy=(83,32,254,49)
divider-h-1 xyxy=(38,705,1526,707)
registration-dot xyxy=(46,2357,61,2372)
header-email[interactable]: tumkur@sanjevani.com xyxy=(1363,34,1532,51)
